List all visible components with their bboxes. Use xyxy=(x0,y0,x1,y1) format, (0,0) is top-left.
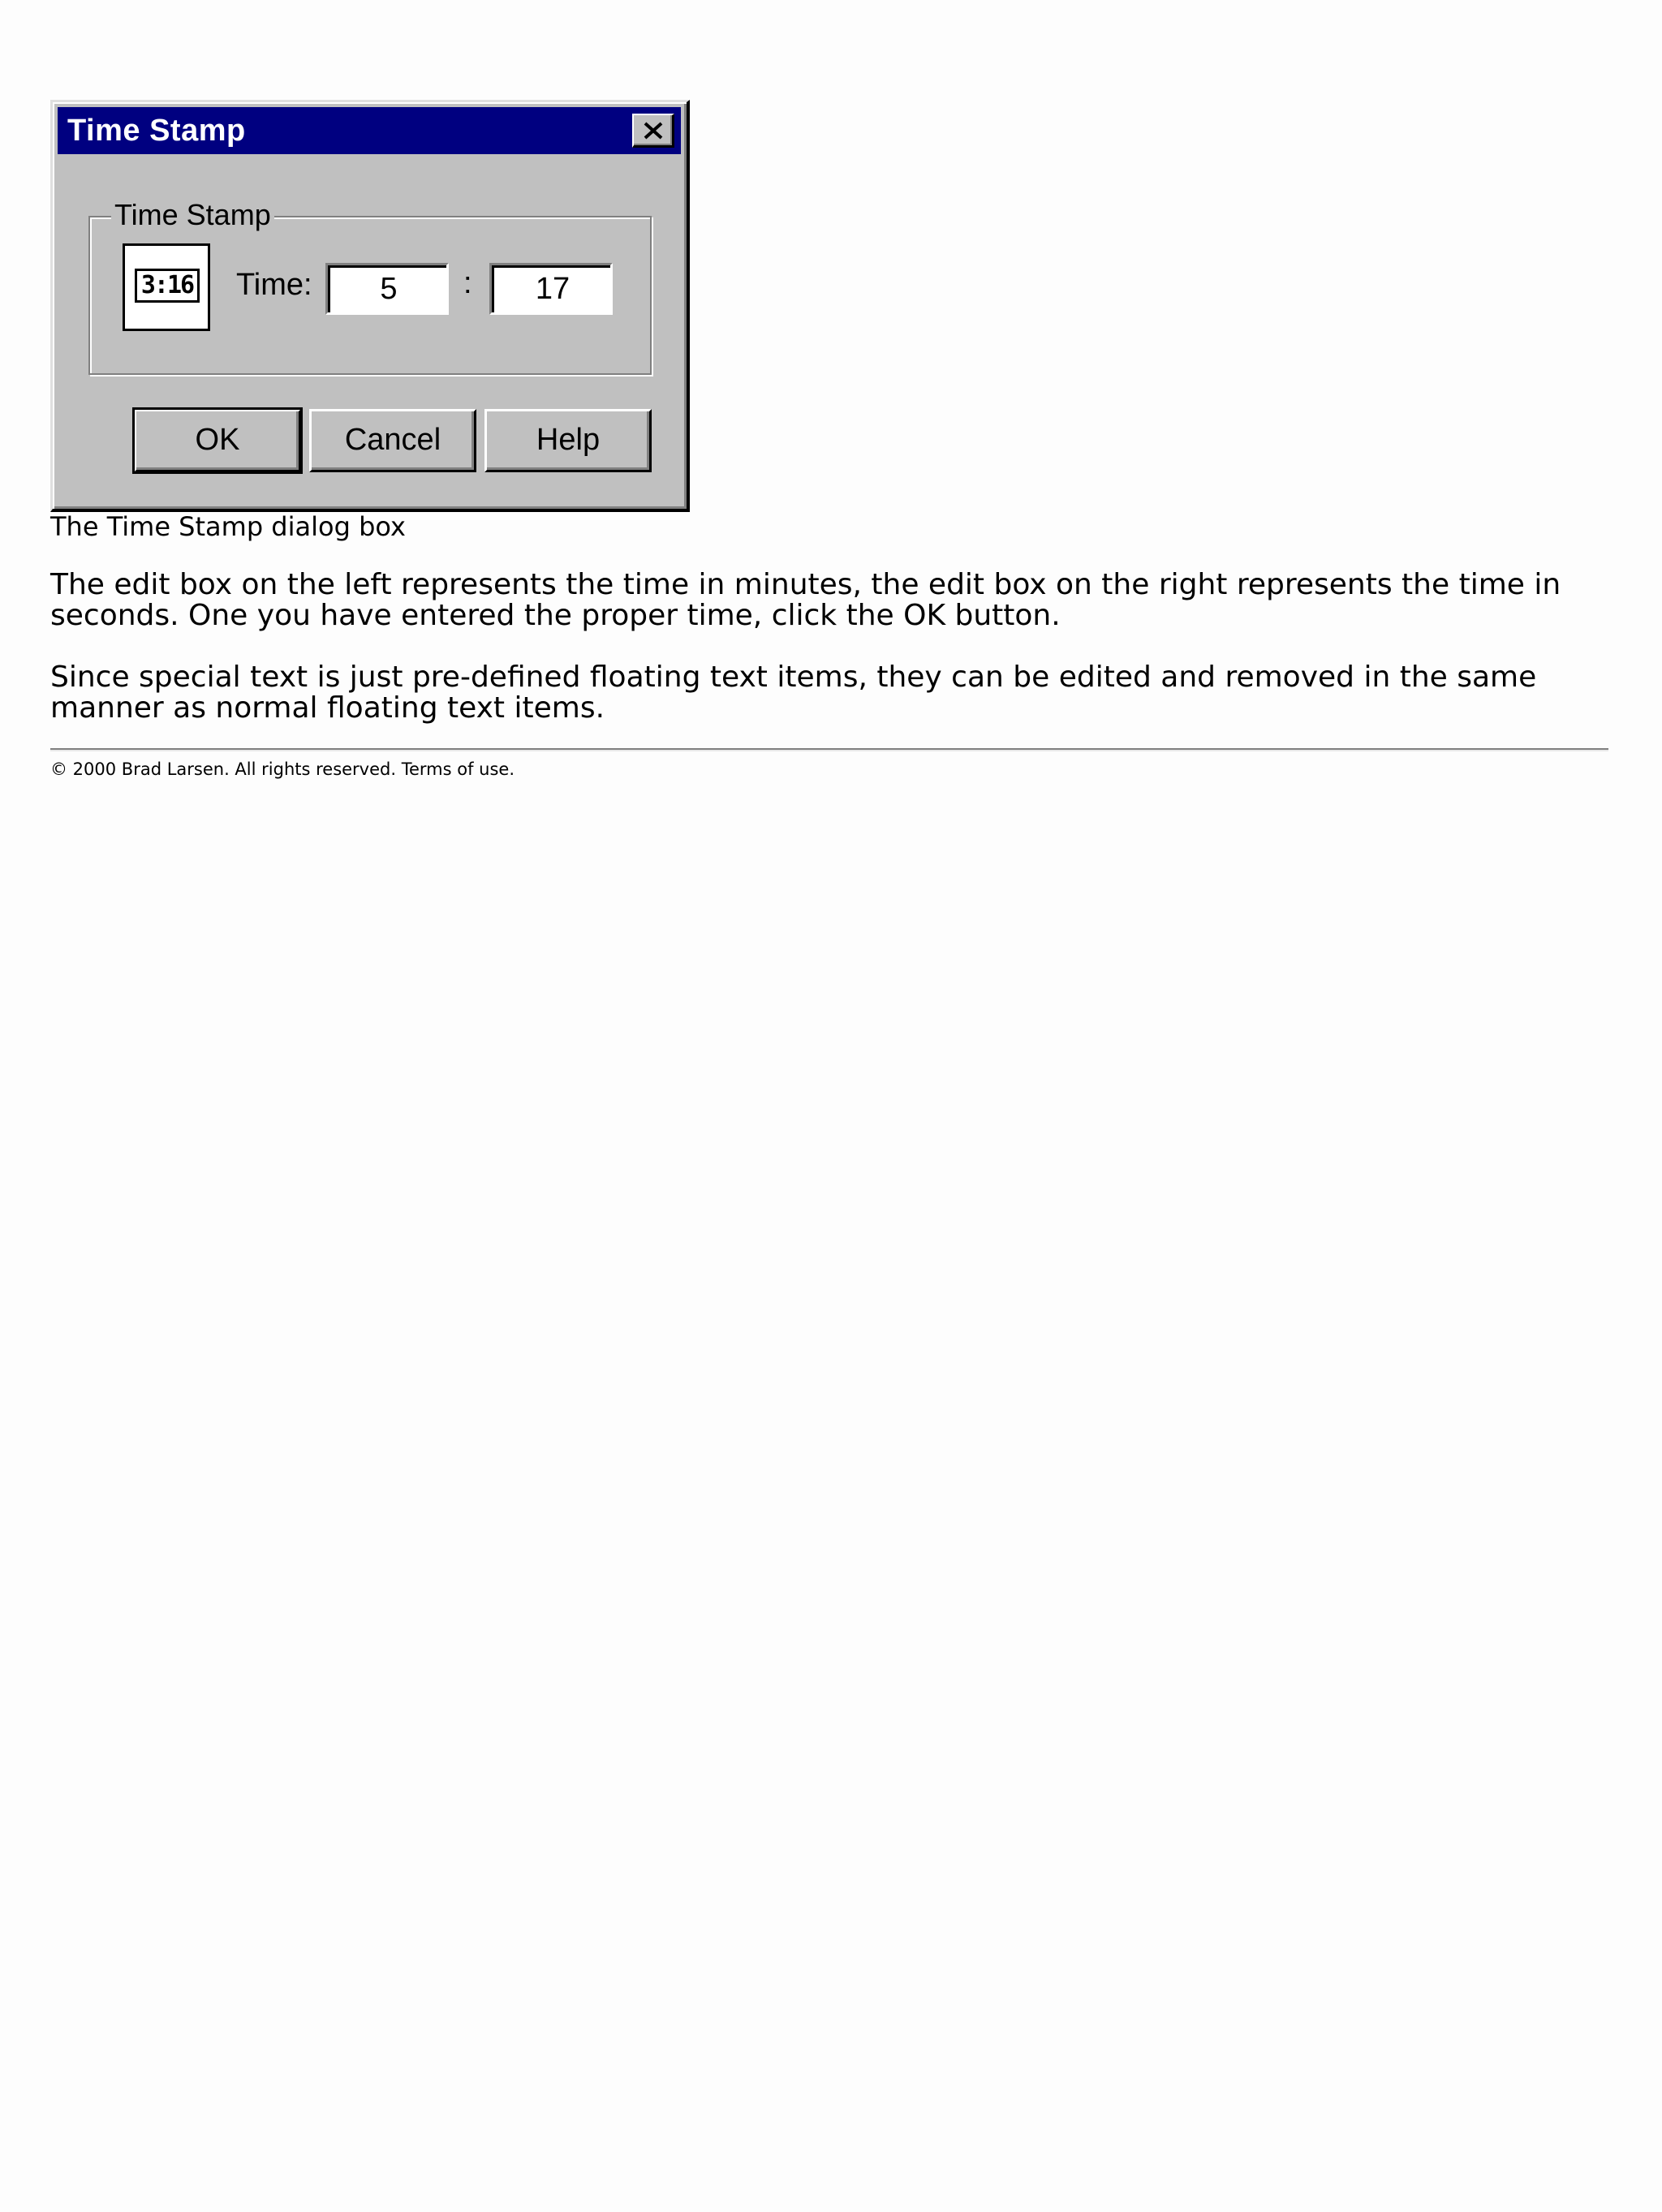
dialog-title: Time Stamp xyxy=(67,114,246,148)
time-stamp-group xyxy=(88,198,652,375)
time-separator: : xyxy=(463,266,472,300)
figure-caption: The Time Stamp dialog box xyxy=(50,511,406,542)
paragraph-special-text: Since special text is just pre-defined floating text items, they can be edited and removed in the same manner as normal floating text items. xyxy=(50,661,1537,725)
dialog-titlebar[interactable] xyxy=(58,107,681,154)
horizontal-rule xyxy=(50,748,1608,751)
group-label: Time Stamp xyxy=(111,198,274,232)
paragraph-edit-boxes: The edit box on the left represents the time in minutes, the edit box on the right represents the time in seconds. One you have entered the proper time, click the OK button. xyxy=(50,568,1561,632)
clock-icon-text: 3:16 xyxy=(135,269,200,303)
close-icon xyxy=(643,121,664,140)
time-label: Time: xyxy=(236,268,312,302)
clock-icon xyxy=(123,243,210,331)
close-button[interactable] xyxy=(632,114,674,148)
time-stamp-dialog xyxy=(50,100,690,512)
help-button[interactable]: Help xyxy=(484,409,652,472)
seconds-input[interactable]: 17 xyxy=(489,263,613,315)
minutes-input[interactable]: 5 xyxy=(325,263,449,315)
copyright-footer: © 2000 Brad Larsen. All rights reserved. Terms of use. xyxy=(50,760,515,779)
cancel-button[interactable]: Cancel xyxy=(309,409,476,472)
ok-button[interactable]: OK xyxy=(134,409,301,472)
